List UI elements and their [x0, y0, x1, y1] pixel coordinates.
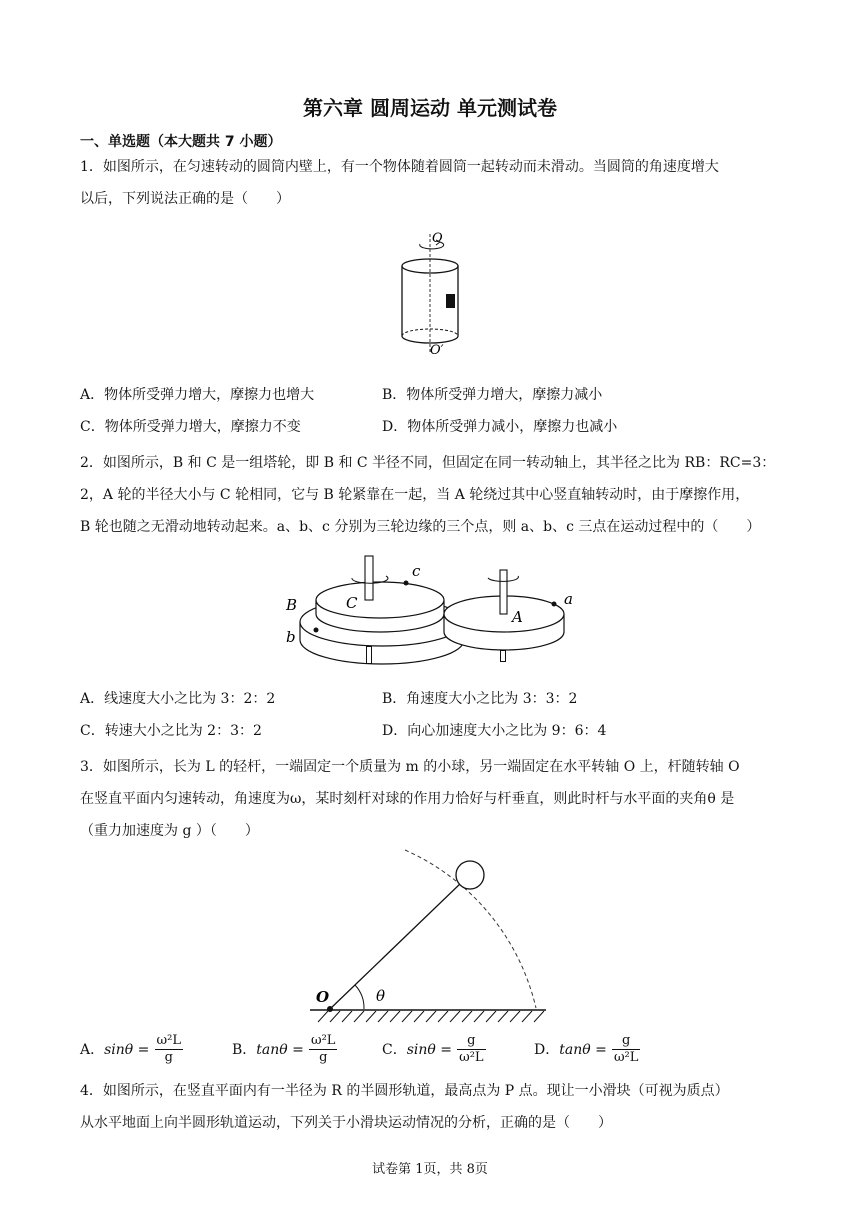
question-2-line-1: 2．如图所示，B 和 C 是一组塔轮，即 B 和 C 半径不同，但固定在同一转动轴上，其半径之比为 RB：RC=3：: [80, 455, 776, 471]
q1-option-c: C．物体所受弹力增大，摩擦力不变: [80, 419, 301, 435]
question-4-line-2: 从水平地面上向半圆形轨道运动，下列关于小滑块运动情况的分析，正确的是（ ）: [80, 1115, 612, 1131]
q3-option-b: B．tanθ = $\frac{\text{ω²L}}{g}$: [232, 1033, 336, 1065]
rod-ball-figure: [310, 848, 550, 1026]
ball-icon: [456, 861, 484, 889]
pivot-o: [327, 1006, 333, 1012]
label-point-c: c: [412, 562, 421, 580]
question-1-line-1: 1．如图所示，在匀速转动的圆筒内壁上，有一个物体随着圆筒一起转动而未滑动。当圆筒的角速度增大: [80, 159, 719, 175]
q2-option-b: B．角速度大小之比为 3：3：2: [382, 691, 578, 707]
question-3-line-1: 3．如图所示，长为 L 的轻杆，一端固定一个质量为 m 的小球，另一端固定在水平转轴 O 上，杆随转轴 O: [80, 759, 740, 775]
label-wheel-b: B: [286, 596, 298, 614]
q2-option-a: A．线速度大小之比为 3：2：2: [80, 691, 276, 707]
q1-option-a: A．物体所受弹力增大，摩擦力也增大: [80, 387, 315, 403]
q3-options: [80, 1030, 800, 1074]
block-icon: [446, 294, 455, 308]
point-a: [552, 602, 557, 607]
q3-option-c: C．sinθ = $\frac{g}{\text{ω²L}}$: [382, 1033, 484, 1065]
cylinder-figure: [390, 226, 470, 358]
page-title: 第六章 圆周运动 单元测试卷: [303, 96, 557, 120]
q2-option-c: C．转速大小之比为 2：3：2: [80, 723, 262, 739]
label-wheel-c: C: [346, 594, 358, 612]
question-4-line-1: 4．如图所示，在竖直平面内有一半径为 R 的半圆形轨道，最高点为 P 点。现让一小滑块（可视为质点）: [80, 1083, 729, 1099]
question-2-line-2: 2，A 轮的半径大小与 C 轮相同，它与 B 轮紧靠在一起，当 A 轮绕过其中心竖直轴转动时，由于摩擦作用，: [80, 487, 750, 503]
page-footer: 试卷第 1页，共 8页: [372, 1162, 488, 1177]
label-point-a: a: [564, 590, 573, 608]
label-point-b: b: [286, 628, 296, 646]
tower-wheel-figure: [282, 552, 582, 667]
label-wheel-a: A: [512, 608, 523, 626]
question-1: [80, 151, 780, 215]
q1-option-b: B．物体所受弹力增大，摩擦力减小: [382, 387, 603, 403]
q3-option-a: A．sinθ = $\frac{\text{ω²L}}{g}$: [80, 1033, 181, 1065]
q3-option-d: D．tanθ = $\frac{g}{\text{ω²L}}$: [534, 1033, 639, 1065]
question-2: [80, 447, 780, 543]
point-b: [314, 628, 319, 633]
axis-label-o-prime: O′: [430, 343, 444, 358]
question-3: [80, 751, 780, 847]
label-theta: θ: [376, 987, 386, 1005]
point-c: [404, 581, 409, 586]
section-heading: 一、单选题（本大题共 7 小题）: [80, 134, 282, 150]
question-3-line-2: 在竖直平面内匀速转动，角速度为ω，某时刻杆对球的作用力恰好与杆垂直，则此时杆与水平面的夹角θ 是: [80, 791, 735, 807]
question-4: [80, 1075, 780, 1139]
axis-label-o: O: [432, 231, 443, 246]
question-1-line-2: 以后，下列说法正确的是（ ）: [80, 191, 290, 207]
q1-option-d: D．物体所受弹力减小，摩擦力也减小: [382, 419, 618, 435]
label-o: O: [316, 988, 330, 1006]
q2-option-d: D．向心加速度大小之比为 9：6：4: [382, 723, 607, 739]
question-3-line-3: （重力加速度为 g ）（ ）: [80, 823, 259, 839]
question-2-line-3: B 轮也随之无滑动地转动起来。a、b、c 分别为三轮边缘的三个点，则 a、b、c 三点在运动过程中的（ ）: [80, 519, 761, 535]
